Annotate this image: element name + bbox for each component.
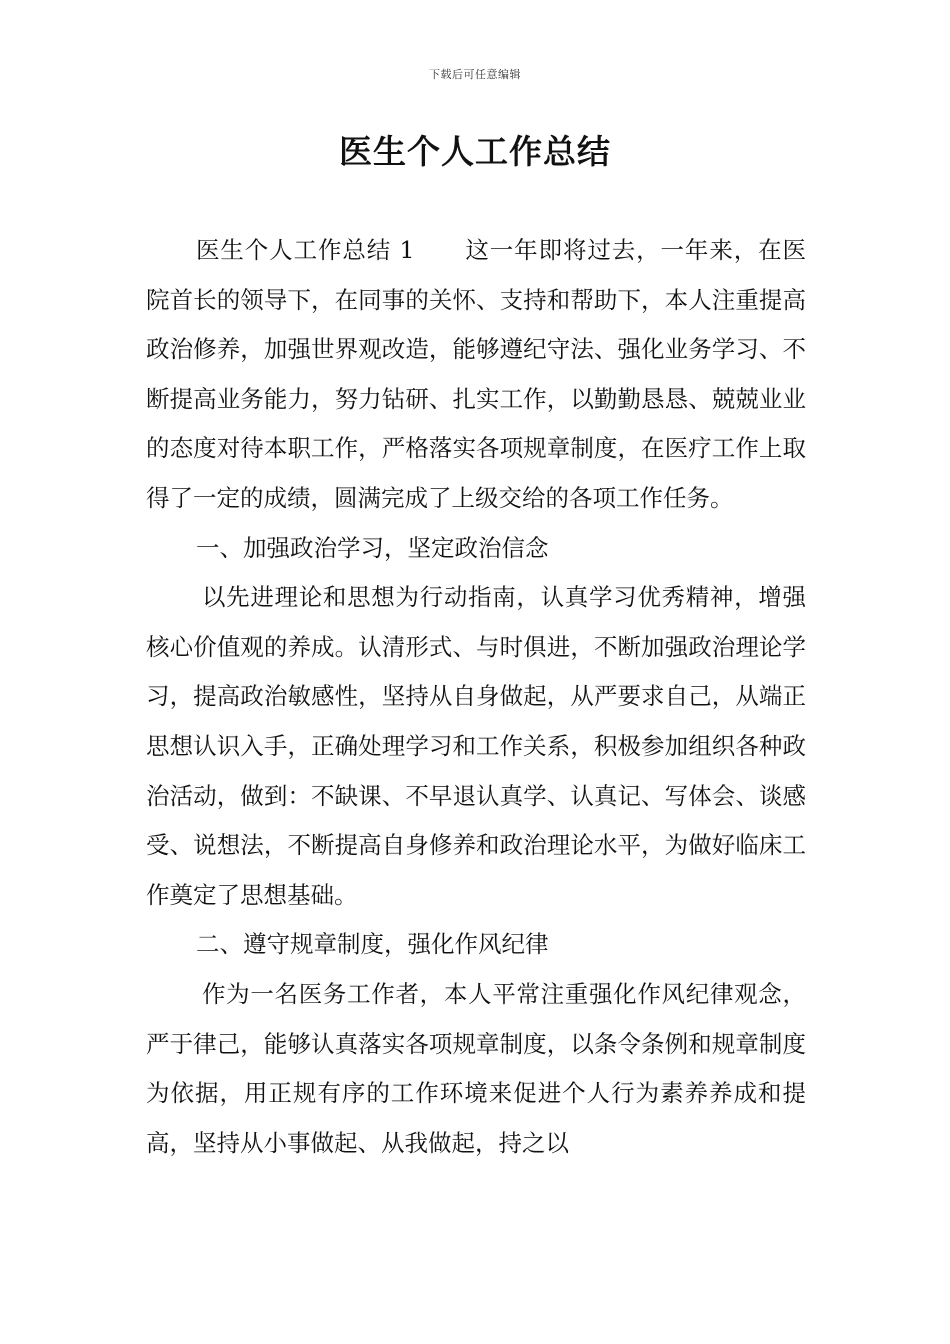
intro-label: 医生个人工作总结 1 — [196, 236, 415, 264]
section-heading-2: 二、遵守规章制度，强化作风纪律 — [196, 930, 549, 959]
section-heading-1: 一、加强政治学习，坚定政治信念 — [196, 533, 549, 562]
intro-text: 这一年即将过去，一年来，在医院首长的领导下，在同事的关怀、支持和帮助下，本人注重提高政治修养，加强世界观改造，能够遵纪守法、强化业务学习、不断提高业务能力，努力钻研、扎实工作，以勤勤恳恳、兢兢业业的态度对待本职工作，严格落实各项规章制度，在医疗工作上取得了一定的成绩，圆满完成了上级交给的各项工作任务。 — [146, 236, 807, 512]
document-body — [146, 226, 806, 1168]
header-note: 下载后可任意编辑 — [429, 68, 521, 81]
document-title: 医生个人工作总结 — [339, 132, 611, 171]
section-body-2: 作为一名医务工作者，本人平常注重强化作风纪律观念，严于律己，能够认真落实各项规章制度，以条令条例和规章制度为依据，用正规有序的工作环境来促进个人行为素养养成和提高，坚持从小事做起、从我做起，持之以 — [146, 979, 806, 1157]
intro-paragraph — [146, 226, 806, 524]
section-body-1: 以先进理论和思想为行动指南，认真学习优秀精神，增强核心价值观的养成。认清形式、与时俱进，不断加强政治理论学习，提高政治敏感性，坚持从自身做起，从严要求自己，从端正思想认识入手，正确处理学习和工作关系，积极参加组织各种政治活动，做到：不缺课、不早退认真学、认真记、写体会、谈感受、说想法，不断提高自身修养和政治理论水平，为做好临床工作奠定了思想基础。 — [146, 583, 806, 909]
